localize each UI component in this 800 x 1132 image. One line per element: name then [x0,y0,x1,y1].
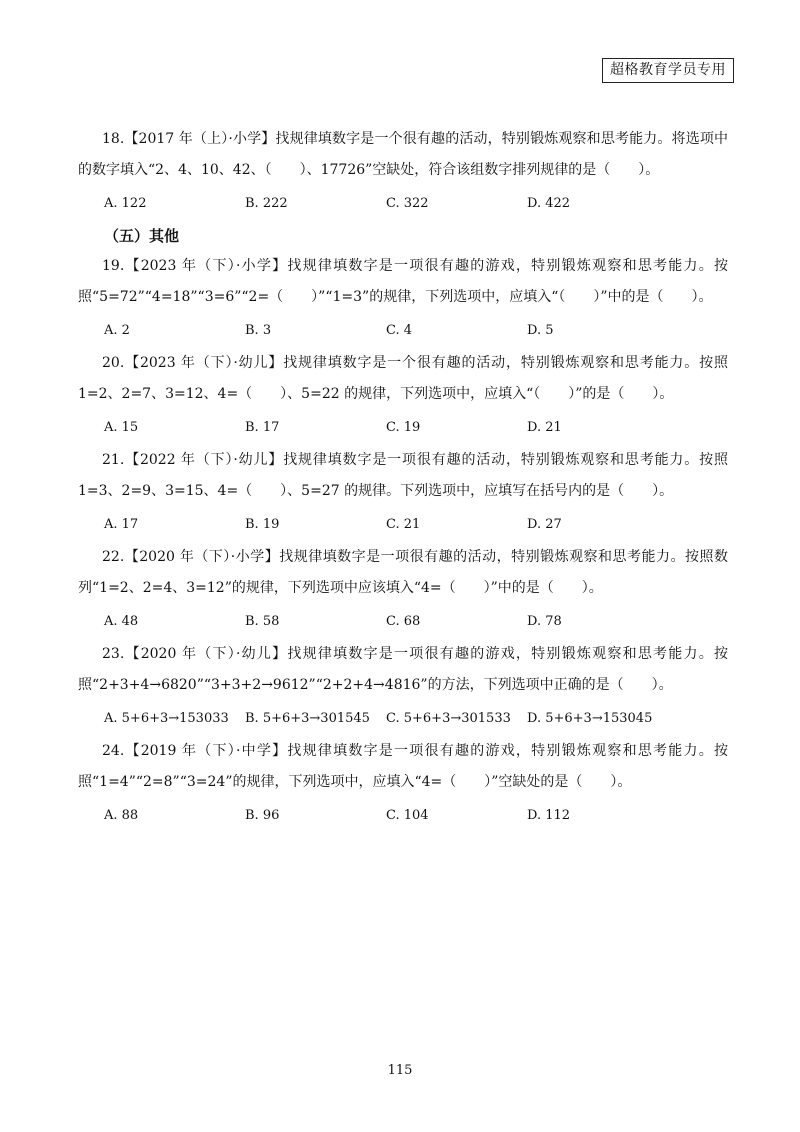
options-row [78,189,728,217]
options-row [78,316,728,344]
question-text: 19.【2023 年（下）·小学】找规律填数字是一项很有趣的游戏，特别锻炼观察和思考能力。按照“5=72”“4=18”“3=6”“2=（ ）”“1=3”的规律，下列选项中，应填入“（ ）”中的是（ ）。 [78,258,728,305]
options-row [78,704,728,732]
option-c: C. 21 [386,516,421,532]
question-text: 22.【2020 年（下）·小学】找规律填数字是一项很有趣的活动，特别锻炼观察和思考能力。按照数列“1=2、2=4、3=12”的规律，下列选项中应该填入“4=（ ）”中的是（ ）。 [78,549,728,596]
question-list [78,124,728,833]
question-23 [78,639,728,732]
option-b: B. 3 [245,322,272,338]
option-a: A. 88 [104,807,139,823]
option-b: B. 58 [245,613,280,629]
option-d: D. 21 [527,419,562,435]
option-d: D. 112 [527,807,571,823]
page-number: 115 [387,1063,413,1078]
question-text: 23.【2020 年（下）·幼儿】找规律填数字是一项很有趣的游戏，特别锻炼观察和思考能力。按照“2+3+4→6820”“3+3+2→9612”“2+2+4→4816”的方法，下列选项中正确的是（ ）。 [78,646,728,693]
header-badge: 超格教育学员专用 [602,58,734,83]
section-title: （五）其他 [104,227,180,245]
option-c: C. 4 [386,322,413,338]
option-c: C. 5+6+3→301533 [386,710,511,726]
question-18 [78,124,728,217]
option-a: A. 15 [104,419,139,435]
option-a: A. 17 [104,516,139,532]
option-d: D. 5 [527,322,554,338]
options-row [78,413,728,441]
question-text: 18.【2017 年（上）·小学】找规律填数字是一个很有趣的活动，特别锻炼观察和思考能力。将选项中的数字填入“2、4、10、42、（ ）、17726”空缺处，符合该组数字排列规律的是（ ）。 [78,131,728,178]
option-a: A. 2 [104,322,130,338]
option-b: B. 96 [245,807,280,823]
option-b: B. 19 [245,516,280,532]
option-a: A. 5+6+3→153033 [104,710,229,726]
option-d: D. 422 [527,195,571,211]
option-d: D. 27 [527,516,562,532]
question-text: 24.【2019 年（下）·中学】找规律填数字是一项很有趣的游戏，特别锻炼观察和思考能力。按照“1=4”“2=8”“3=24”的规律，下列选项中，应填入“4=（ ）”空缺处的是（ ）。 [78,743,728,790]
option-d: D. 78 [527,613,562,629]
option-a: A. 48 [104,613,139,629]
options-row [78,510,728,538]
option-b: B. 5+6+3→301545 [245,710,370,726]
option-b: B. 17 [245,419,280,435]
question-22 [78,542,728,635]
option-c: C. 68 [386,613,421,629]
option-d: D. 5+6+3→153045 [527,710,653,726]
options-row [78,801,728,829]
question-24 [78,736,728,829]
option-c: C. 104 [386,807,429,823]
option-a: A. 122 [104,195,147,211]
question-19 [78,251,728,344]
question-20 [78,348,728,441]
question-21 [78,445,728,538]
question-text: 21.【2022 年（下）·幼儿】找规律填数字是一项很有趣的活动，特别锻炼观察和思考能力。按照 1=3、2=9、3=15、4=（ ）、5=27 的规律。下列选项中，应填写在括号内的是（ ）。 [78,452,728,499]
options-row [78,607,728,635]
option-c: C. 322 [386,195,429,211]
question-text: 20.【2023 年（下）·幼儿】找规律填数字是一个很有趣的活动，特别锻炼观察和思考能力。按照 1=2、2=7、3=12、4=（ ）、5=22 的规律，下列选项中，应填入“（ ）”的是（ ）。 [78,355,728,402]
option-b: B. 222 [245,195,288,211]
option-c: C. 19 [386,419,421,435]
